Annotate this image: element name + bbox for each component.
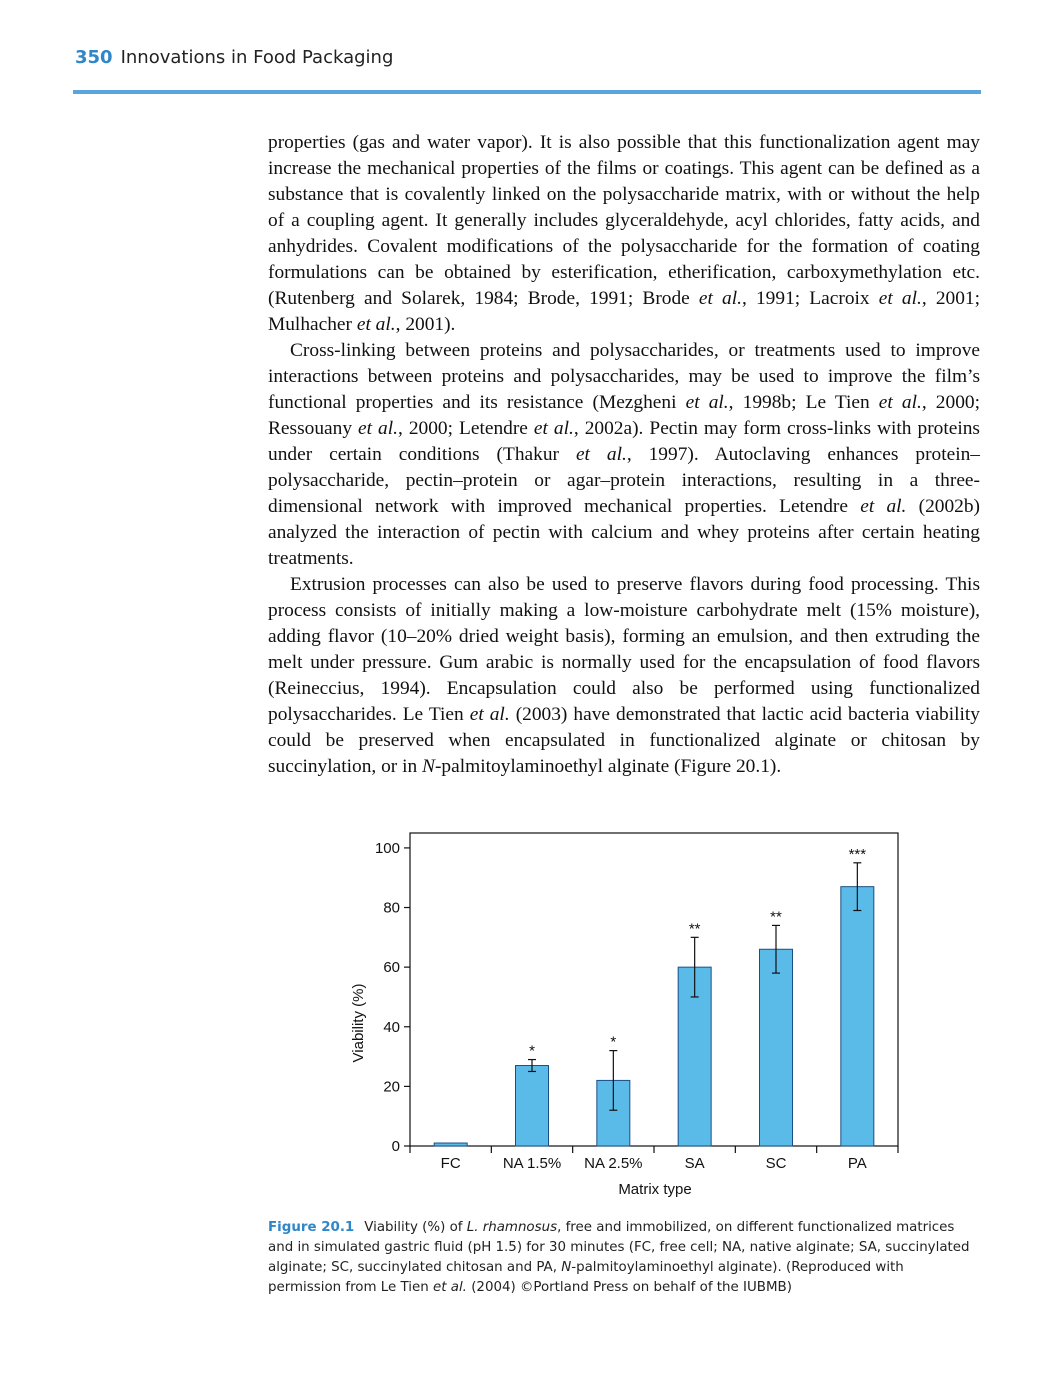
- paragraph-1: [268, 130, 980, 338]
- significance-label: **: [770, 908, 782, 926]
- text-run-italic: et al.: [469, 704, 510, 725]
- body-text: [268, 130, 980, 780]
- text-run: , 2001).: [395, 314, 456, 335]
- caption-run-italic: L. rhamnosus: [466, 1220, 558, 1235]
- figure-caption: [268, 1218, 980, 1298]
- bar: [516, 1066, 549, 1146]
- text-run-italic: et al.: [860, 496, 907, 517]
- caption-run-italic: et al.: [433, 1280, 467, 1295]
- text-run: Extrusion processes can also be used to preserve flavors during food processing. This process consists of initially making a low-moisture carbohydrate melt (15% moisture), adding flavor (10–20% dried weight basis), forming an emulsion, and then extruding the melt under pressure. Gum arabic is normally used for the encapsulation of food flavors (Reineccius, 1994). Encapsulation could also be performed using functionalized polysaccharides. Le Tien: [268, 574, 980, 725]
- caption-run-italic: N: [561, 1260, 572, 1275]
- y-tick-label: 100: [374, 839, 400, 857]
- y-tick-label: 20: [383, 1078, 400, 1096]
- header-rule: [73, 90, 981, 94]
- text-run-italic: et al.: [878, 392, 922, 413]
- paragraph-2: [268, 338, 980, 572]
- paragraph-3: [268, 572, 980, 780]
- text-run-italic: et al.: [356, 314, 396, 335]
- text-run: properties (gas and water vapor). It is also possible that this functionalization agent may increase the mechanical properties of the films or coatings. This agent can be defined as a substance that is covalently linked on the polysaccharide matrix, with or without the help of a coupling agent. It generally includes glyceraldehyde, acyl chlorides, fatty acids, and anhydrides. Covalent modifications of the polysaccharide for the formation of coating formulations can be obtained by esterification, etherification, carboxymethylation etc. (Rutenberg and Solarek, 1984; Brode, 1991; Brode: [268, 132, 980, 309]
- x-tick-label: SC: [765, 1155, 787, 1172]
- text-run: (2003) have demonstrated that lactic acid bacteria viability could be preserved when encapsulated in functionalized alginate or chitosan by succinylation, or in: [268, 704, 980, 777]
- text-run-italic: et al.: [698, 288, 742, 309]
- caption-run: Viability (%) of: [364, 1220, 467, 1235]
- plot-frame: [410, 833, 898, 1146]
- significance-label: ***: [848, 845, 867, 863]
- bar: [434, 1143, 467, 1146]
- text-run: (2002b) analyzed the interaction of pectin with calcium and whey proteins after certain heating treatments.: [268, 496, 981, 569]
- running-title: Innovations in Food Packaging: [120, 47, 394, 68]
- x-axis-title: Matrix type: [618, 1181, 692, 1198]
- caption-run: -palmitoylaminoethyl alginate). (Reproduced with permission from Le Tien: [268, 1260, 904, 1295]
- text-run-italic: et al.: [878, 288, 922, 309]
- figure-label: Figure 20.1: [268, 1220, 355, 1235]
- text-run: , 2001; Mulhacher: [268, 288, 980, 335]
- bar: [841, 887, 874, 1146]
- caption-run: (2004) ©Portland Press on behalf of the IUBMB): [466, 1280, 792, 1295]
- page-number: 350: [75, 47, 113, 68]
- y-tick-label: 60: [383, 959, 400, 977]
- x-tick-label: PA: [847, 1155, 867, 1172]
- text-run-italic: et al.: [575, 444, 627, 465]
- x-tick-label: FC: [440, 1155, 461, 1172]
- text-run: -palmitoylaminoethyl alginate (Figure 20.1).: [434, 756, 782, 777]
- y-tick-label: 80: [383, 899, 400, 917]
- x-tick-label: NA 1.5%: [502, 1155, 562, 1172]
- y-tick-label: 40: [383, 1018, 400, 1036]
- significance-label: **: [688, 920, 701, 938]
- text-run-italic: et al.: [685, 392, 729, 413]
- bar-chart: [330, 826, 920, 1206]
- text-run: , 1998b; Le Tien: [728, 392, 879, 413]
- significance-label: *: [529, 1042, 535, 1060]
- text-run: , 2000; Letendre: [397, 418, 534, 439]
- y-axis-title: Viability (%): [350, 983, 367, 1063]
- x-tick-label: NA 2.5%: [584, 1155, 643, 1172]
- x-tick-label: SA: [684, 1155, 705, 1172]
- text-run: , 2002a). Pectin may form cross-links with proteins under certain conditions (Thakur: [268, 418, 980, 465]
- significance-label: *: [610, 1033, 617, 1051]
- text-run: , 1997). Autoclaving enhances protein–polysaccharide, pectin–protein or agar–protein interactions, resulting in a three-dimensional network with improved mechanical properties. Letendre: [268, 444, 980, 517]
- text-run: , 1991; Lacroix: [742, 288, 879, 309]
- y-tick-label: 0: [391, 1138, 400, 1155]
- text-run: Cross-linking between proteins and polysaccharides, or treatments used to improve interactions between proteins and polysaccharides, may be used to improve the film’s functional properties and its resistance (Mezgheni: [268, 340, 980, 413]
- caption-run: , free and immobilized, on different functionalized matrices and in simulated gastric fluid (pH 1.5) for 30 minutes (FC, free cell; NA, native alginate; SA, succinylated alginate; SC, succinylated chitosan and PA,: [268, 1220, 970, 1275]
- running-header: [75, 47, 980, 73]
- text-run-italic: et al.: [533, 418, 574, 439]
- bar: [760, 949, 793, 1146]
- text-run-italic: et al.: [358, 418, 398, 439]
- text-run-italic: N: [422, 756, 435, 777]
- text-run: , 2000; Ressouany: [268, 392, 980, 439]
